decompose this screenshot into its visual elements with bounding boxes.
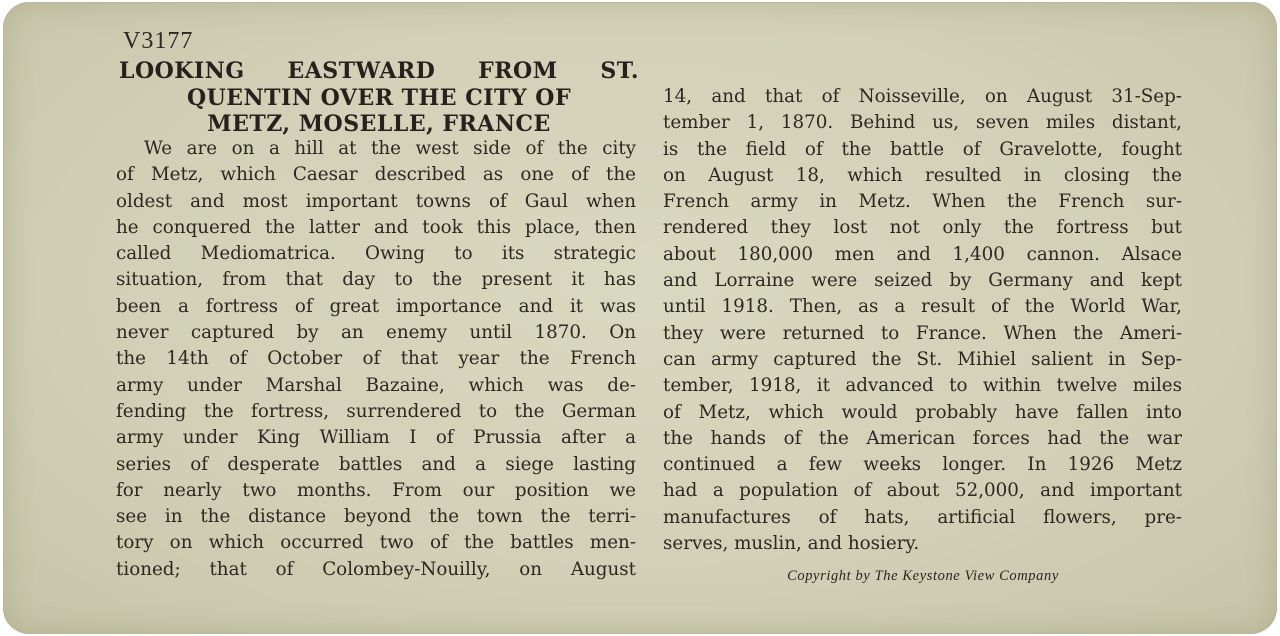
left-text-column (116, 136, 636, 583)
text-line: and Lorraine were seized by Germany and kept (663, 270, 1182, 292)
text-line: is the field of the battle of Gravelotte, fought (663, 138, 1182, 160)
text-line: manufactures of hats, artificial flowers, pre- (663, 506, 1182, 528)
copyright-notice: Copyright by The Keystone View Company (787, 568, 1059, 584)
text-line: on August 18, which resulted in closing the (663, 164, 1182, 186)
text-line: about 180,000 men and 1,400 cannon. Alsace (663, 243, 1182, 265)
text-line: can army captured the St. Mihiel salient in Sep- (663, 348, 1182, 370)
text-line: army under King William I of Prussia after a (116, 427, 636, 449)
text-line: rendered they lost not only the fortress but (663, 217, 1182, 239)
text-line: 14, and that of Noisseville, on August 31-Sep- (663, 86, 1182, 107)
title-line: LOOKING EASTWARD FROM ST. (119, 58, 639, 84)
text-line: serves, muslin, and hosiery. (663, 533, 920, 555)
title-line: QUENTIN OVER THE CITY OF (186, 84, 572, 111)
text-line: he conquered the latter and took this place, then (116, 216, 636, 238)
title-line: METZ, MOSELLE, FRANCE (207, 111, 551, 137)
text-line: French army in Metz. When the French sur- (663, 191, 1182, 213)
text-line: series of desperate battles and a siege lasting (116, 453, 636, 475)
text-line: for nearly two months. From our position we (116, 479, 636, 501)
text-line: oldest and most important towns of Gaul when (116, 190, 636, 212)
text-line: they were returned to France. When the Ameri- (663, 322, 1182, 344)
text-line: the 14th of October of that year the French (116, 348, 636, 370)
text-line: been a fortress of great importance and it was (116, 295, 636, 317)
text-line: situation, from that day to the present it has (116, 269, 636, 291)
text-line: fending the fortress, surrendered to the German (116, 400, 636, 422)
stereoview-back-card (3, 2, 1277, 634)
text-line: tember 1, 1870. Behind us, seven miles distant, (663, 112, 1182, 134)
text-line: tember, 1918, it advanced to within twelve miles (663, 375, 1182, 397)
text-line: had a population of about 52,000, and important (663, 480, 1182, 502)
text-line: tioned; that of Colombey-Nouilly, on August (116, 558, 636, 580)
text-line: of Metz, which would probably have fallen into (663, 401, 1182, 423)
text-line: never captured by an enemy until 1870. On (116, 322, 636, 344)
text-line: continued a few weeks longer. In 1926 Metz (663, 454, 1182, 476)
card-catalog-number: V3177 (123, 28, 194, 54)
text-line: of Metz, which Caesar described as one of the (116, 164, 636, 186)
text-line: the hands of the American forces had the war (663, 427, 1182, 449)
card-title (119, 58, 639, 138)
text-line: called Mediomatrica. Owing to its strategic (116, 243, 636, 265)
text-line: until 1918. Then, as a result of the World War, (663, 296, 1182, 318)
right-text-column (663, 84, 1182, 557)
text-line: army under Marshal Bazaine, which was de- (116, 374, 636, 396)
text-line: We are on a hill at the west side of the city (144, 138, 636, 159)
text-line: see in the distance beyond the town the terri- (116, 506, 636, 528)
text-line: tory on which occurred two of the battles men- (116, 532, 636, 554)
